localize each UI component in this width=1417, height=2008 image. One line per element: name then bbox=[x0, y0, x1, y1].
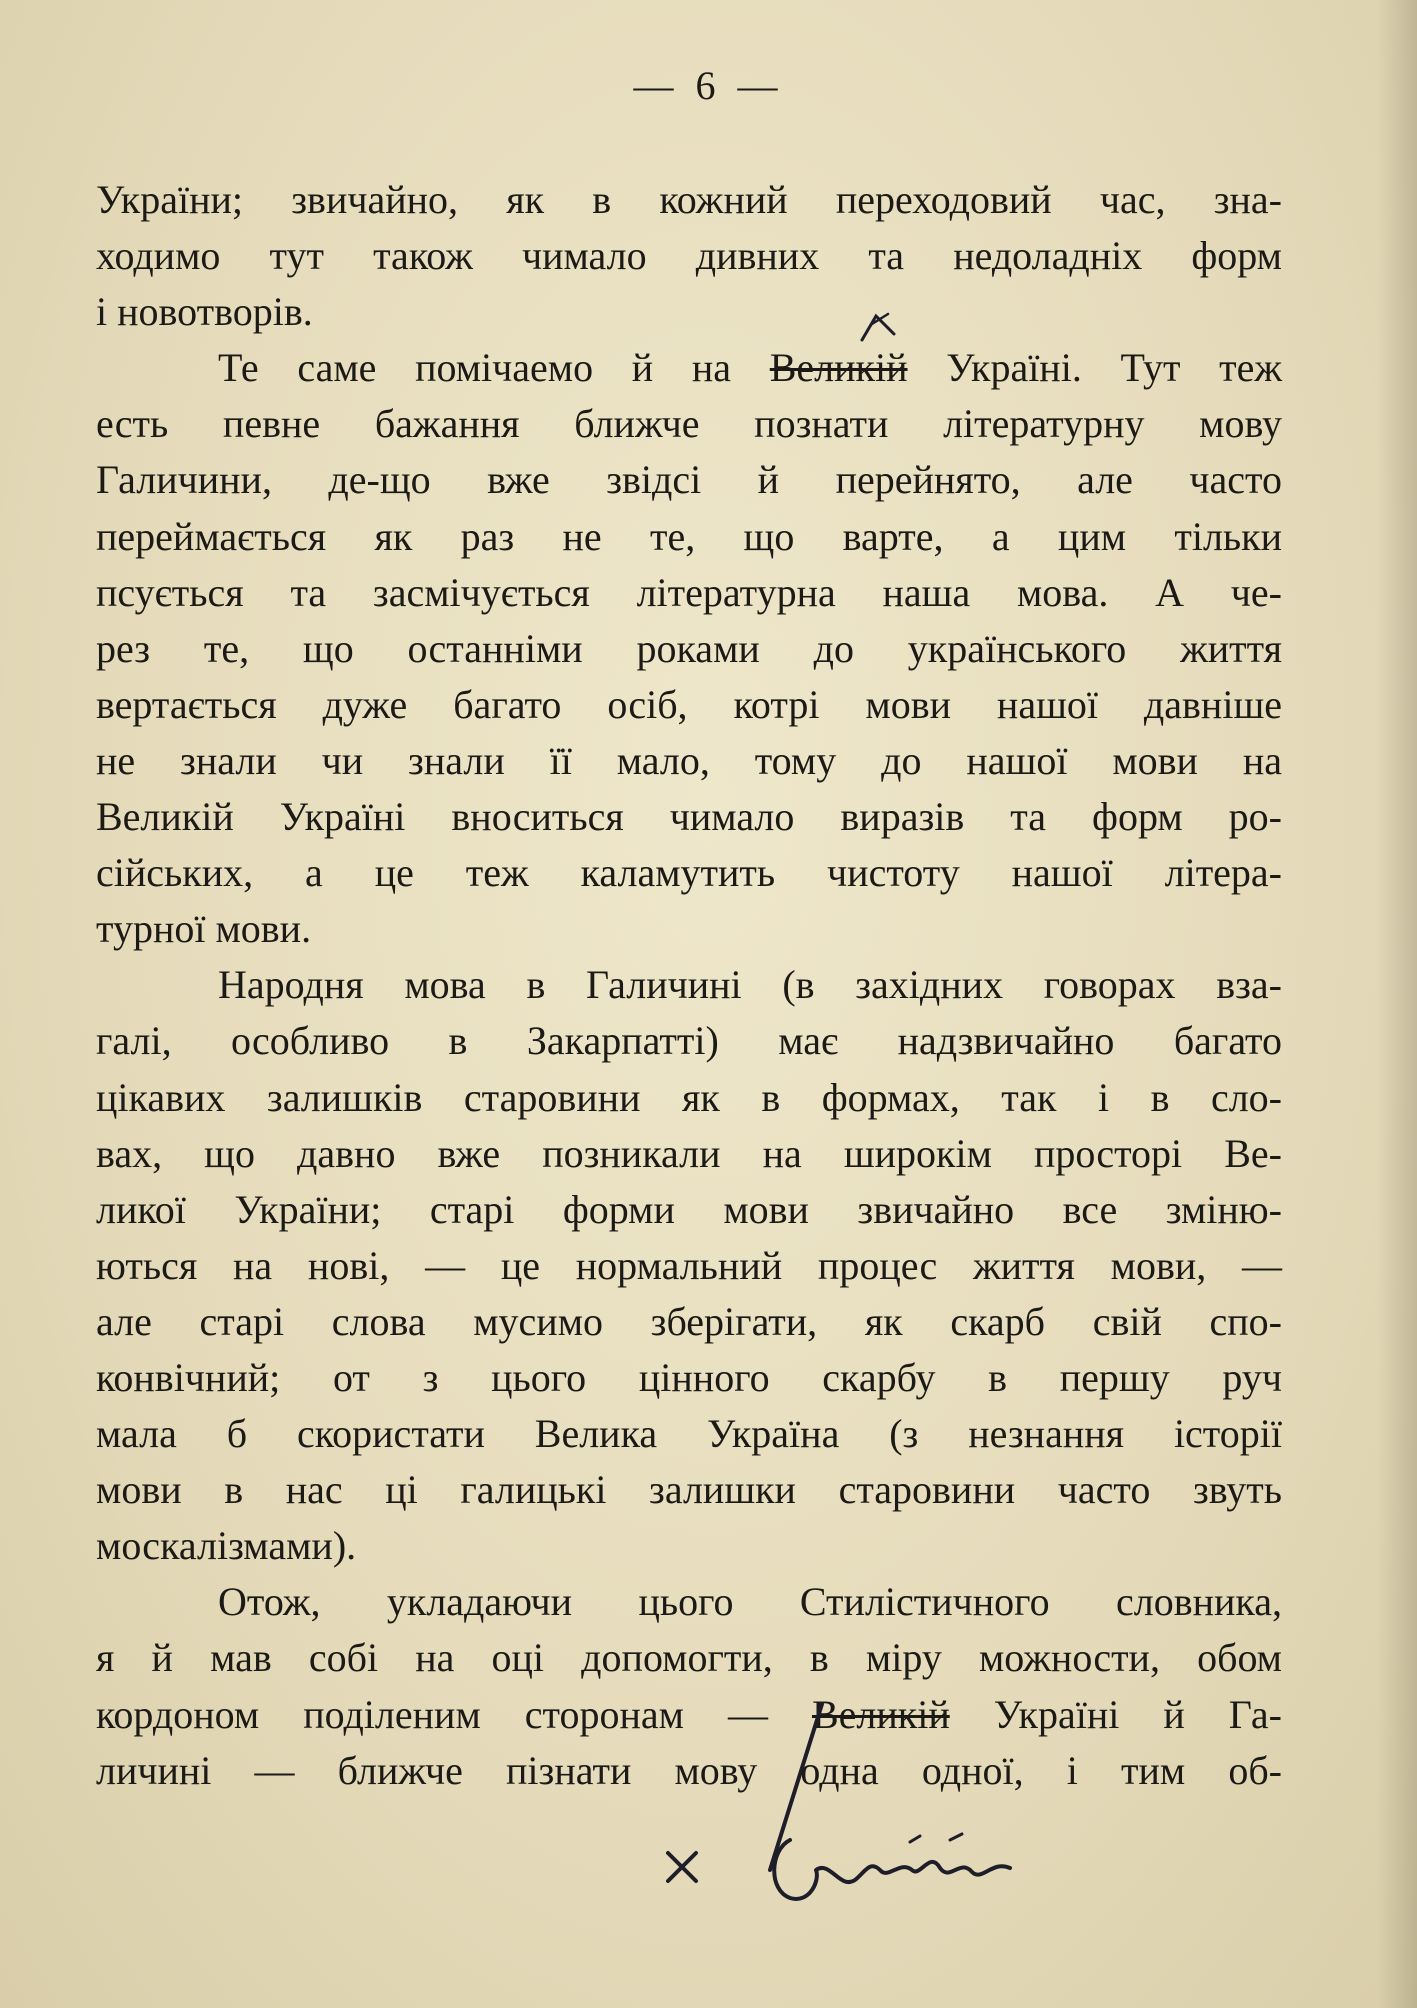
text-line: вах, що давно вже позникали на широкім просторі Ве- bbox=[96, 1130, 1282, 1176]
text-line: Галичини, де-що вже звідсі й перейнято, але часто bbox=[96, 457, 1282, 503]
text-line: личині — ближче пізнати мову одна одної, і тим об- bbox=[96, 1747, 1282, 1793]
struck-out-word: Великій bbox=[811, 1691, 950, 1737]
text-line: цікавих залишків старовини як в формах, так і в сло- bbox=[96, 1074, 1282, 1120]
text-line: переймається як раз не те, що варте, а цим тільки bbox=[96, 513, 1282, 559]
text-line: я й мав собі на оці допомогти, в міру можности, обом bbox=[96, 1635, 1282, 1681]
text-line: ходимо тут також чимало дивних та недоладніх форм bbox=[96, 233, 1282, 279]
text-line: Великій Україні вноситься чимало виразів та форм ро- bbox=[96, 794, 1282, 840]
text-line: і новотворів. bbox=[96, 289, 313, 335]
handwritten-note bbox=[760, 1820, 1020, 1910]
text-line: ються на нові, — це нормальний процес життя мови, — bbox=[96, 1242, 1282, 1288]
text-line: москалізмами). bbox=[96, 1523, 357, 1569]
page-number: — 6 — bbox=[633, 63, 784, 108]
text-line: але старі слова мусимо зберігати, як скарб свій спо- bbox=[96, 1298, 1282, 1344]
text-line bbox=[96, 1687, 1282, 1743]
text-line: України; звичайно, як в кожний переходовий час, зна- bbox=[96, 177, 1282, 222]
text-line: конвічний; от з цього цінного скарбу в першу руч bbox=[96, 1354, 1282, 1400]
text-line: ликої України; старі форми мови звичайно все зміню- bbox=[96, 1186, 1282, 1232]
text-segment: Те саме помічаемо й на bbox=[218, 345, 770, 391]
text-line: Народня мова в Галичині (в західних говорах вза- bbox=[218, 962, 1282, 1008]
text-segment: Україні. Тут теж bbox=[907, 345, 1282, 391]
handwritten-caret-mark bbox=[858, 310, 898, 350]
text-line: мови в нас ці галицькі залишки старовини часто звуть bbox=[96, 1467, 1282, 1513]
body-text bbox=[96, 172, 1282, 1799]
text-line: мала б скористати Велика Україна (з незнання історії bbox=[96, 1411, 1282, 1457]
text-line: псується та засмічується літературна наша мова. А че- bbox=[96, 569, 1282, 615]
text-line: сійських, а це теж каламутить чистоту нашої літера- bbox=[96, 850, 1282, 896]
text-line: турної мови. bbox=[96, 906, 312, 952]
text-line: Отож, укладаючи цього Стилістичного словника, bbox=[218, 1579, 1282, 1625]
text-segment: кордоном поділеним сторонам — bbox=[96, 1691, 812, 1737]
handwritten-x-mark bbox=[660, 1845, 704, 1889]
text-line: не знали чи знали її мало, тому до нашої мови на bbox=[96, 737, 1282, 783]
text-line: есть певне бажання ближче познати літературну мову bbox=[96, 401, 1282, 447]
text-line bbox=[96, 340, 1282, 396]
text-line: рез те, що останніми роками до українського життя bbox=[96, 625, 1282, 671]
text-line: галі, особливо в Закарпатті) має надзвичайно багато bbox=[96, 1018, 1282, 1064]
text-segment: Україні й Га- bbox=[949, 1691, 1283, 1737]
struck-out-word: Великій bbox=[769, 345, 908, 391]
text-line: вертається дуже багато осіб, котрі мови нашої давніше bbox=[96, 681, 1282, 727]
page-edge-shadow bbox=[1377, 0, 1417, 2008]
